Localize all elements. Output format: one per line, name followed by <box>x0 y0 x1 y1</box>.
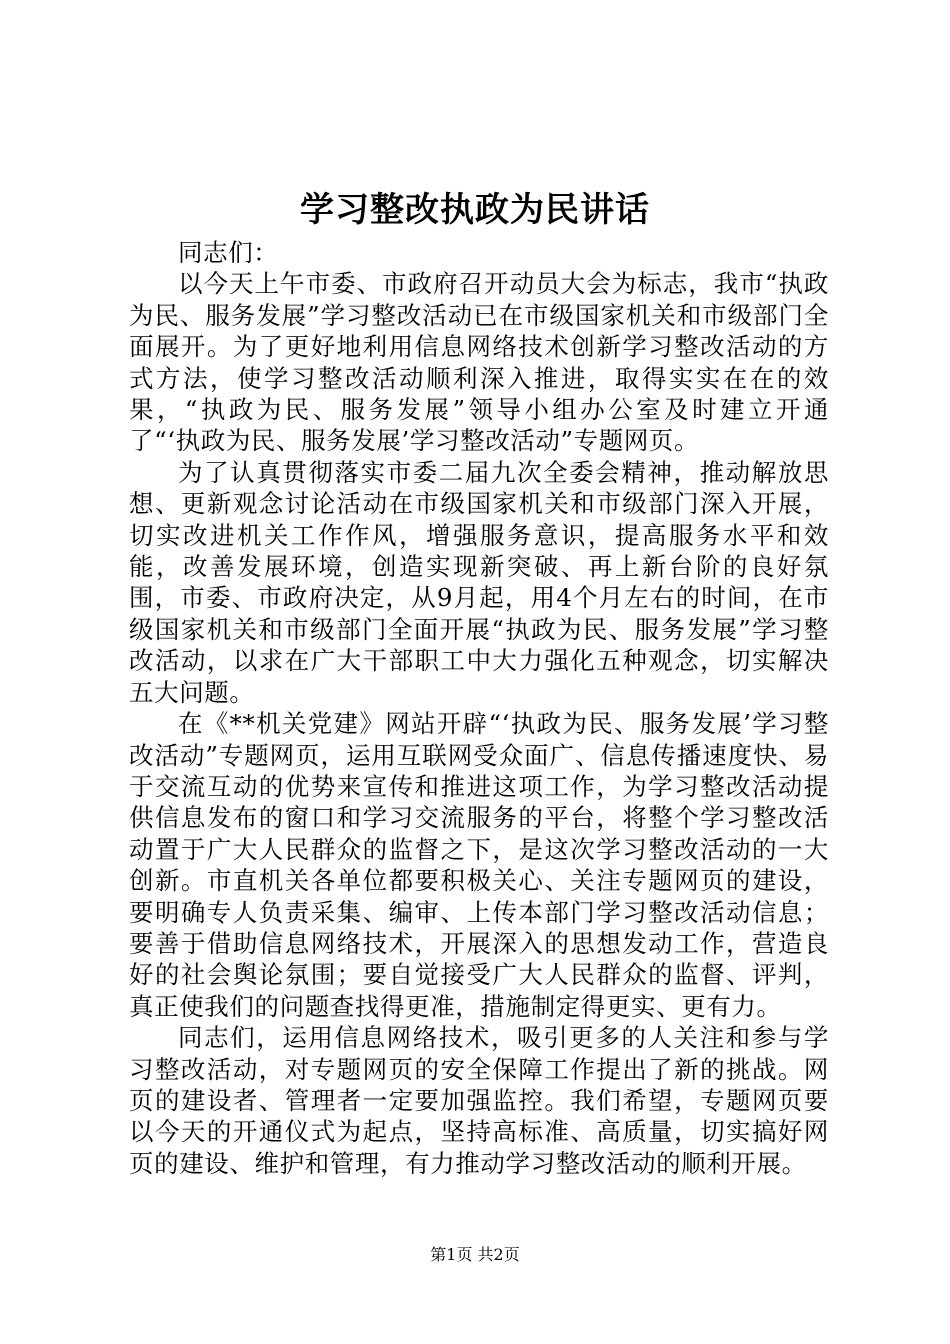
body-paragraph-1: 以今天上午市委、市政府召开动员大会为标志，我市“执政为民、服务发展”学习整改活动已在市级国家机关和市级部门全面展开。为了更好地利用信息网络技术创新学习整改活动的方式方法，使学习整改活动顺利深入推进，取得实实在在的效果，“执政为民、服务发展”领导小组办公室及时建立开通了“‘执政为民、服务发展’学习整改活动”专题网页。 <box>129 269 829 456</box>
body-paragraph-4: 同志们，运用信息网络技术，吸引更多的人关注和参与学习整改活动，对专题网页的安全保障工作提出了新的挑战。网页的建设者、管理者一定要加强监控。我们希望，专题网页要以今天的开通仪式为起点，坚持高标准、高质量，切实搞好网页的建设、维护和管理，有力推动学习整改活动的顺利开展。 <box>129 1023 829 1178</box>
salutation-paragraph: 同志们： <box>178 238 279 267</box>
page-number-footer: 第1页 共2页 <box>430 1245 520 1264</box>
body-paragraph-2: 为了认真贯彻落实市委二届九次全委会精神，推动解放思想、更新观念讨论活动在市级国家机关和市级部门深入开展，切实改进机关工作作风，增强服务意识，提高服务水平和效能，改善发展环境，创造实现新突破、再上新台阶的良好氛围，市委、市政府决定，从9月起，用4个月左右的时间，在市级国家机关和市级部门全面开展“执政为民、服务发展”学习整改活动，以求在广大干部职工中大力强化五种观念，切实解决五大问题。 <box>129 457 829 707</box>
body-paragraph-3: 在《**机关党建》网站开辟“‘执政为民、服务发展’学习整改活动”专题网页，运用互联网受众面广、信息传播速度快、易于交流互动的优势来宣传和推进这项工作，为学习整改活动提供信息发布的窗口和学习交流服务的平台，将整个学习整改活动置于广大人民群众的监督之下，是这次学习整改活动的一大创新。市直机关各单位都要积极关心、关注专题网页的建设，要明确专人负责采集、编审、上传本部门学习整改活动信息；要善于借助信息网络技术，开展深入的思想发动工作，营造良好的社会舆论氛围；要自觉接受广大人民群众的监督、评判，真正使我们的问题查找得更准，措施制定得更实、更有力。 <box>129 709 829 1021</box>
document-title: 学习整改执政为民讲话 <box>300 190 650 230</box>
document-body <box>129 237 829 1179</box>
